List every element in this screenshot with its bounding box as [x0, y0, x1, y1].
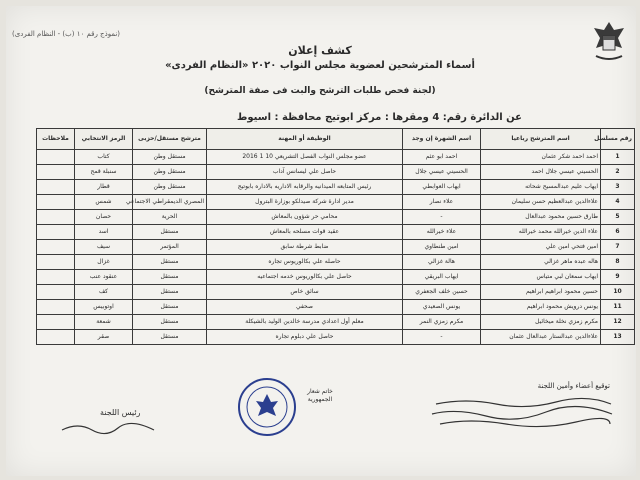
members-signatures	[426, 396, 616, 430]
table-row	[37, 270, 635, 285]
table-row	[37, 195, 635, 210]
affiliation: مستقل	[133, 300, 207, 315]
table-row	[37, 150, 635, 165]
remarks	[37, 270, 75, 285]
election-symbol: شمس	[75, 195, 133, 210]
known-as: هالة غزالي	[403, 255, 481, 270]
candidates-table	[36, 128, 635, 345]
remarks	[37, 315, 75, 330]
remarks	[37, 150, 75, 165]
occupation: سائق خاص	[207, 285, 403, 300]
row-number: 10	[601, 285, 635, 300]
candidate-name: علاءالدين عبدالعظيم حسن سليمان	[481, 195, 601, 210]
row-number: 2	[601, 165, 635, 180]
row-number: 5	[601, 210, 635, 225]
known-as: الحسيني عيسي جلال	[403, 165, 481, 180]
remarks	[37, 300, 75, 315]
table-row	[37, 225, 635, 240]
candidate-name: ايهاب سمعان لبي متياس	[481, 270, 601, 285]
affiliation: مستقل	[133, 255, 207, 270]
remarks	[37, 255, 75, 270]
known-as: ايهاب البريقي	[403, 270, 481, 285]
remarks	[37, 195, 75, 210]
occupation: معلم أول اعدادي مدرسة خالدين الوليد بالشيكلة	[207, 315, 403, 330]
occupation: حاصل علي ليسانس آداب	[207, 165, 403, 180]
candidate-name: علاء الدين خيرالله محمد خيرالله	[481, 225, 601, 240]
candidate-name: حسين محمود ابراهيم ابراهيم	[481, 285, 601, 300]
election-symbol: عنقود عنب	[75, 270, 133, 285]
known-as: احمد ابو عثم	[403, 150, 481, 165]
candidate-name: ايهاب عليم عبدالمسيح شحاته	[481, 180, 601, 195]
affiliation: الحرية	[133, 210, 207, 225]
column-header: رقم مسلسل	[601, 129, 635, 150]
row-number: 8	[601, 255, 635, 270]
candidate-name: علاءالدين عبدالستار عبدالعال عثمان	[481, 330, 601, 345]
occupation: عقيد قوات مسلحه بالمعاش	[207, 225, 403, 240]
occupation: محامي حر شؤون بالمعاش	[207, 210, 403, 225]
occupation: ضابط شرطة سابق	[207, 240, 403, 255]
election-symbol: شمعة	[75, 315, 133, 330]
known-as: ايهاب العوابطي	[403, 180, 481, 195]
known-as: امين طنطاوي	[403, 240, 481, 255]
committee-name: (لجنة فحص طلبات الترشح والبت فى صفة المترشح)	[204, 86, 436, 96]
column-header: ملاحظات	[37, 129, 75, 150]
known-as: علاء نصار	[403, 195, 481, 210]
column-header: الوظيفة أو المهنة	[207, 129, 403, 150]
table-row	[37, 285, 635, 300]
occupation: حاصله علي بكالوريوس تجاره	[207, 255, 403, 270]
table-row	[37, 315, 635, 330]
remarks	[37, 240, 75, 255]
occupation: صحفي	[207, 300, 403, 315]
affiliation: مستقل	[133, 270, 207, 285]
occupation: مدير ادارة شركة صيدلكو بوزارة البترول	[207, 195, 403, 210]
election-symbol: سنبلة قمح	[75, 165, 133, 180]
candidate-name: احمد احمد شكر عثمان	[481, 150, 601, 165]
egypt-eagle-emblem	[588, 18, 630, 66]
row-number: 7	[601, 240, 635, 255]
row-number: 3	[601, 180, 635, 195]
table-row	[37, 330, 635, 345]
affiliation: مستقل وطن	[133, 180, 207, 195]
column-header: الرمز الانتخابي	[75, 129, 133, 150]
affiliation: المصري الديمقراطي الاجتماعي	[133, 195, 207, 210]
candidate-name: مكرم زمزي نخلة ميخائيل	[481, 315, 601, 330]
remarks	[37, 330, 75, 345]
document-title: كشف إعلان	[288, 44, 352, 57]
occupation: رئيس المتابعه الميدانيه والرقابه الاداريه بالاداره بابوتيج	[207, 180, 403, 195]
document-subtitle: أسماء المترشحين لعضوية مجلس النواب ٢٠٢٠ «النظام الفردى»	[165, 60, 475, 71]
table-row	[37, 165, 635, 180]
chair-signature	[58, 418, 158, 438]
election-symbol: سيف	[75, 240, 133, 255]
remarks	[37, 210, 75, 225]
column-header: اسم الشهرة إن وجد	[403, 129, 481, 150]
occupation: حاصل علي بكالوريوس خدمه اجتماعيه	[207, 270, 403, 285]
remarks	[37, 165, 75, 180]
table-row	[37, 300, 635, 315]
election-symbol: اوتوبيس	[75, 300, 133, 315]
occupation: عضو مجلس النواب الفصل التشريعي 10 1 2016	[207, 150, 403, 165]
candidate-name: طارق حسين محمود عبدالعال	[481, 210, 601, 225]
candidate-name: الحسيني عيسي جلال احمد	[481, 165, 601, 180]
known-as: يونس الصعيدي	[403, 300, 481, 315]
column-header: مترشح مستقل/حزبى	[133, 129, 207, 150]
affiliation: مستقل	[133, 330, 207, 345]
table-row	[37, 240, 635, 255]
affiliation: مستقل	[133, 285, 207, 300]
election-symbol: كتاب	[75, 150, 133, 165]
election-symbol: كف	[75, 285, 133, 300]
candidate-name: امين فتحي امين علي	[481, 240, 601, 255]
affiliation: مستقل وطن	[133, 165, 207, 180]
affiliation: مستقل	[133, 225, 207, 240]
remarks	[37, 225, 75, 240]
row-number: 1	[601, 150, 635, 165]
election-symbol: صقر	[75, 330, 133, 345]
election-symbol: حصان	[75, 210, 133, 225]
candidate-name: هاله عبده ماهر غزالي	[481, 255, 601, 270]
table-header-row	[37, 129, 635, 150]
election-symbol: قطار	[75, 180, 133, 195]
affiliation: مستقل وطن	[133, 150, 207, 165]
known-as: حسين خلف الجعفري	[403, 285, 481, 300]
affiliation: مستقل	[133, 315, 207, 330]
remarks	[37, 285, 75, 300]
chair-title: رئيس اللجنة	[100, 408, 141, 417]
affiliation: المؤتمر	[133, 240, 207, 255]
row-number: 9	[601, 270, 635, 285]
form-number-note: (نموذج رقم ١٠ (ب) - النظام الفردى)	[12, 30, 121, 38]
committee-members-title: توقيع أعضاء وأمين اللجنة	[537, 382, 610, 390]
election-symbol: غزال	[75, 255, 133, 270]
remarks	[37, 180, 75, 195]
official-seal	[236, 376, 298, 438]
known-as: -	[403, 330, 481, 345]
row-number: 11	[601, 300, 635, 315]
row-number: 12	[601, 315, 635, 330]
table-row	[37, 255, 635, 270]
known-as: -	[403, 210, 481, 225]
known-as: علاء خيرالله	[403, 225, 481, 240]
column-header: اسم المترشح رباعيا	[481, 129, 601, 150]
table-row	[37, 210, 635, 225]
row-number: 4	[601, 195, 635, 210]
occupation: حاصل علي دبلوم تجاره	[207, 330, 403, 345]
seal-label: خاتم شعار الجمهورية	[307, 388, 333, 403]
known-as: مكرم زمزي النمر	[403, 315, 481, 330]
candidate-name: يونس درويش محمود ابراهيم	[481, 300, 601, 315]
table-row	[37, 180, 635, 195]
district-line: عن الدائرة رقم: 4 ومقرها : مركز ابوتيج محافظة : اسيوط	[237, 112, 522, 123]
row-number: 6	[601, 225, 635, 240]
election-symbol: اسد	[75, 225, 133, 240]
row-number: 13	[601, 330, 635, 345]
